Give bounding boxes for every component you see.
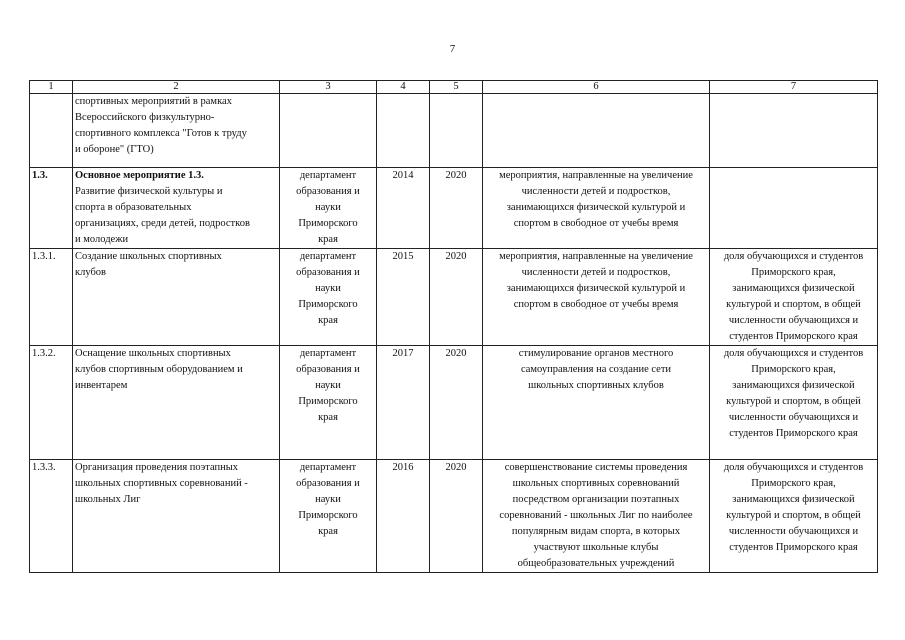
end-year: 2020 <box>430 249 483 346</box>
end-year <box>430 94 483 168</box>
column-header: 2 <box>73 81 280 94</box>
program-activities-table <box>29 80 878 573</box>
table-row <box>30 168 878 249</box>
table-row <box>30 460 878 573</box>
table-row <box>30 346 878 460</box>
indicator-cell <box>710 168 878 249</box>
indicator-cell <box>710 346 878 460</box>
executor-cell <box>280 249 377 346</box>
row-number: 1.3. <box>30 168 73 249</box>
executor-cell <box>280 94 377 168</box>
column-header: 7 <box>710 81 878 94</box>
column-header: 6 <box>483 81 710 94</box>
column-header: 3 <box>280 81 377 94</box>
expected-result-cell <box>483 168 710 249</box>
expected-result-cell <box>483 94 710 168</box>
expected-result: стимулирование органов местного самоуправления на создание сети школьных спортивных клубов <box>518 348 674 391</box>
indicator: доля обучающихся и студентов Приморского края, занимающихся физической культурой и спортом, в общей численности обучающихся и студентов Приморского края <box>723 348 864 439</box>
start-year: 2017 <box>377 346 430 460</box>
column-header: 1 <box>30 81 73 94</box>
activity-name: Оснащение школьных спортивных клубов спортивным оборудованием и инвентарем <box>75 348 243 391</box>
expected-result: мероприятия, направленные на увеличение численности детей и подростков, занимающихся физической культурой и спортом в свободное от учебы время <box>499 251 693 310</box>
column-header: 4 <box>377 81 430 94</box>
expected-result: мероприятия, направленные на увеличение численности детей и подростков, занимающихся физической культурой и спортом в свободное от учебы время <box>499 170 693 229</box>
activity-name: спортивных мероприятий в рамках Всероссийского физкультурно- спортивного комплекса "Готов к труду и обороне" (ГТО) <box>75 96 247 155</box>
expected-result-cell <box>483 249 710 346</box>
indicator-cell <box>710 460 878 573</box>
activity-name-cell <box>73 94 280 168</box>
row-number <box>30 94 73 168</box>
end-year: 2020 <box>430 460 483 573</box>
activity-name-cell <box>73 168 280 249</box>
executor: департамент образования и науки Приморского края <box>296 348 360 423</box>
activity-name: Развитие физической культуры и спорта в образовательных организациях, среди детей, подростков и молодежи <box>75 186 250 245</box>
expected-result-cell <box>483 460 710 573</box>
activity-name: Создание школьных спортивных клубов <box>75 251 222 278</box>
start-year <box>377 94 430 168</box>
row-number: 1.3.1. <box>30 249 73 346</box>
activity-name-cell <box>73 249 280 346</box>
executor: департамент образования и науки Приморского края <box>296 462 360 537</box>
expected-result: совершенствование системы проведения школьных спортивных соревнований посредством организации поэтапных соревнований - школьных Лиг по наиболее популярным видам спорта, в которых участвуют школьные клубы общеобразовательных учреждений <box>499 462 693 569</box>
column-number-row <box>30 81 878 94</box>
table-row <box>30 94 878 168</box>
activity-name: Организация проведения поэтапных школьных спортивных соревнований - школьных Лиг <box>75 462 248 505</box>
activity-name-bold: Основное мероприятие 1.3. <box>75 170 204 181</box>
executor: департамент образования и науки Приморского края <box>296 170 360 245</box>
column-header: 5 <box>430 81 483 94</box>
end-year: 2020 <box>430 168 483 249</box>
activity-name-cell <box>73 460 280 573</box>
activity-name-cell <box>73 346 280 460</box>
end-year: 2020 <box>430 346 483 460</box>
executor-cell <box>280 168 377 249</box>
indicator: доля обучающихся и студентов Приморского края, занимающихся физической культурой и спортом, в общей численности обучающихся и студентов Приморского края <box>723 251 864 342</box>
row-number: 1.3.2. <box>30 346 73 460</box>
page-number: 7 <box>449 43 456 55</box>
indicator: доля обучающихся и студентов Приморского края, занимающихся физической культурой и спортом, в общей численности обучающихся и студентов Приморского края <box>723 462 864 553</box>
executor-cell <box>280 346 377 460</box>
executor-cell <box>280 460 377 573</box>
start-year: 2016 <box>377 460 430 573</box>
indicator-cell <box>710 249 878 346</box>
expected-result-cell <box>483 346 710 460</box>
table-row <box>30 249 878 346</box>
row-number: 1.3.3. <box>30 460 73 573</box>
executor: департамент образования и науки Приморского края <box>296 251 360 326</box>
start-year: 2014 <box>377 168 430 249</box>
start-year: 2015 <box>377 249 430 346</box>
indicator-cell <box>710 94 878 168</box>
